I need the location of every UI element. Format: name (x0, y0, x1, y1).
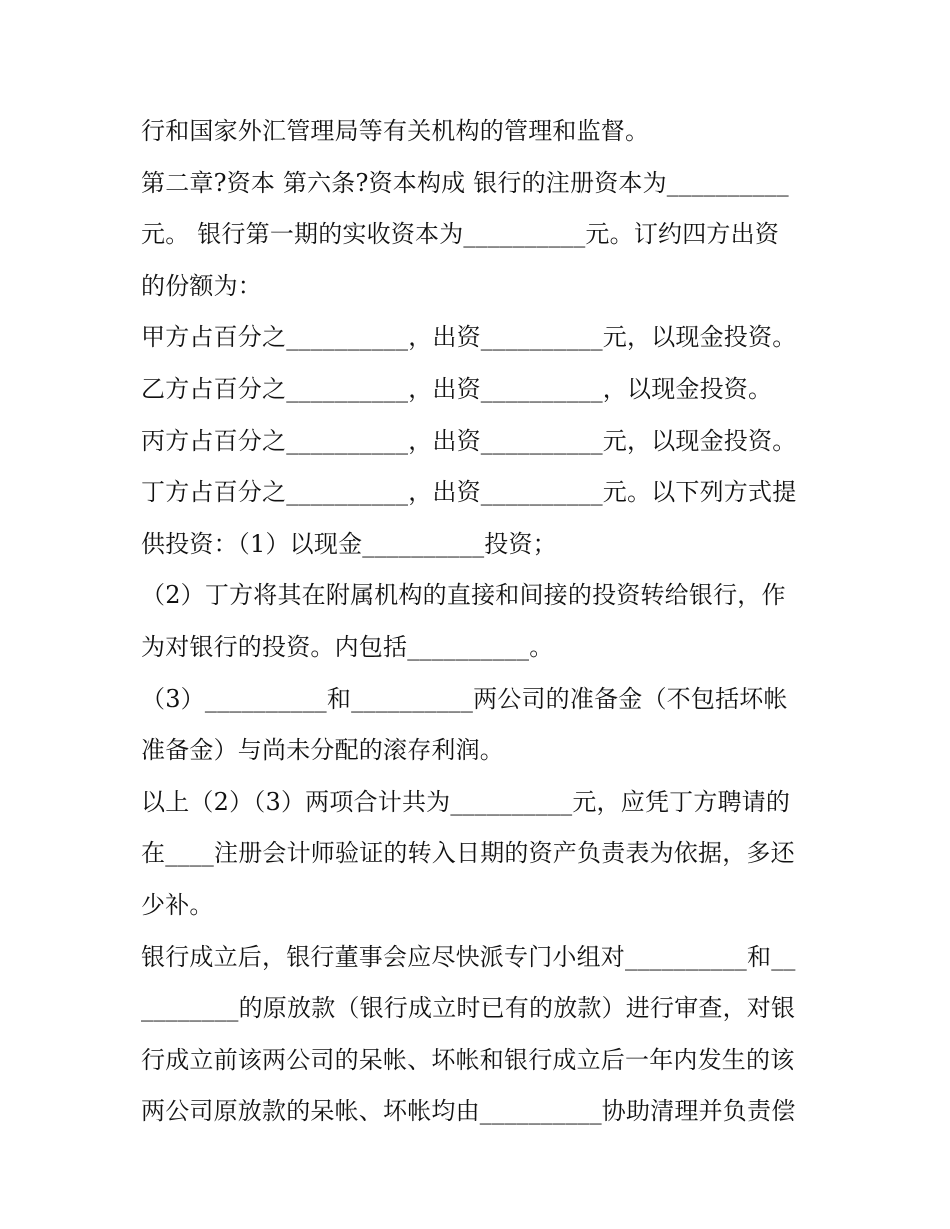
text-line: 乙方占百分之__________，出资__________，以现金投资。 (141, 374, 773, 403)
text-line: 的份额为： (141, 271, 262, 300)
text-line: 行和国家外汇管理局等有关机构的管理和监督。 (141, 117, 650, 145)
text-line: 第二章?资本 第六条?资本构成 银行的注册资本为__________ (141, 168, 789, 197)
text-line: 在____注册会计师验证的转入日期的资产负责表为依据，多还 (141, 839, 795, 868)
text-line: （3）__________和__________两公司的准备金（不包括坏帐 (141, 684, 788, 713)
text-line: ________的原放款（银行成立时已有的放款）进行审查，对银 (141, 994, 796, 1023)
text-line: 以上（2）（3）两项合计共为__________元，应凭丁方聘请的 (141, 787, 791, 816)
document-page (141, 106, 821, 1138)
text-line: 元。 银行第一期的实收资本为__________元。订约四方出资 (141, 220, 780, 249)
text-line: 行成立前该两公司的呆帐、坏帐和银行成立后一年内发生的该 (141, 1045, 795, 1074)
text-line: 为对银行的投资。内包括__________。 (141, 632, 554, 661)
text-line: 甲方占百分之__________，出资__________元，以现金投资。 (141, 323, 797, 352)
text-line: 丁方占百分之__________，出资__________元。以下列方式提 (141, 478, 797, 507)
text-line: 银行成立后，银行董事会应尽快派专门小组对__________和__ (141, 942, 796, 971)
text-line: 两公司原放款的呆帐、坏帐均由__________协助清理并负责偿 (141, 1097, 796, 1126)
text-line: 少补。 (141, 890, 214, 919)
text-line: 供投资：（1）以现金__________投资； (141, 529, 557, 558)
text-line: （2）丁方将其在附属机构的直接和间接的投资转给银行，作 (141, 581, 786, 610)
text-line: 准备金）与尚未分配的滚存利润。 (141, 736, 504, 765)
text-line: 丙方占百分之__________，出资__________元，以现金投资。 (141, 426, 797, 455)
